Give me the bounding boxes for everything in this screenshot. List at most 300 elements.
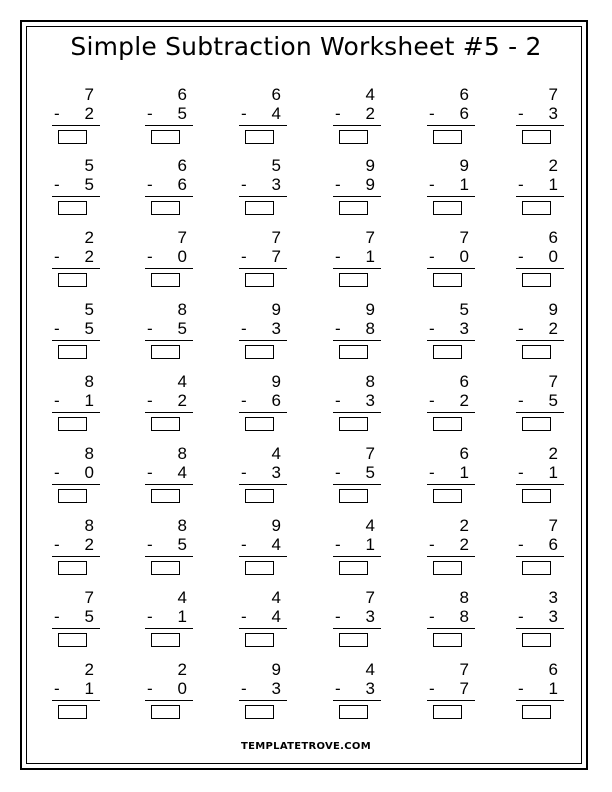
subtrahend: 9 <box>365 175 375 194</box>
minuend: 6 <box>459 85 469 104</box>
answer-box[interactable] <box>339 130 368 144</box>
answer-line <box>239 484 287 485</box>
minuend: 8 <box>84 444 94 463</box>
minus-sign: - <box>147 391 153 410</box>
answer-box[interactable] <box>522 633 551 647</box>
problem <box>516 157 564 215</box>
minus-sign: - <box>429 104 435 123</box>
minuend: 9 <box>271 516 281 535</box>
answer-line <box>239 628 287 629</box>
minuend: 7 <box>177 228 187 247</box>
answer-line <box>145 484 193 485</box>
subtrahend: 2 <box>84 535 94 554</box>
subtrahend: 1 <box>177 607 187 626</box>
subtrahend: 5 <box>177 535 187 554</box>
minuend: 7 <box>548 85 558 104</box>
subtrahend: 3 <box>365 679 375 698</box>
minus-sign: - <box>54 679 60 698</box>
subtrahend: 1 <box>84 679 94 698</box>
answer-box[interactable] <box>433 417 462 431</box>
minus-sign: - <box>335 175 341 194</box>
answer-box[interactable] <box>433 130 462 144</box>
minuend: 8 <box>84 372 94 391</box>
minus-sign: - <box>518 463 524 482</box>
minuend: 2 <box>84 228 94 247</box>
problem <box>427 301 475 359</box>
answer-box[interactable] <box>339 561 368 575</box>
minuend: 4 <box>365 516 375 535</box>
problem <box>52 589 100 647</box>
problem <box>145 301 193 359</box>
answer-box[interactable] <box>245 201 274 215</box>
subtrahend: 3 <box>271 175 281 194</box>
answer-line <box>333 125 381 126</box>
minus-sign: - <box>147 535 153 554</box>
minuend: 9 <box>365 156 375 175</box>
answer-line <box>52 340 100 341</box>
minus-sign: - <box>335 104 341 123</box>
minus-sign: - <box>54 535 60 554</box>
minus-sign: - <box>335 535 341 554</box>
minus-sign: - <box>429 175 435 194</box>
minuend: 6 <box>548 660 558 679</box>
problem <box>145 445 193 503</box>
problem <box>516 373 564 431</box>
problem <box>145 517 193 575</box>
problem <box>427 157 475 215</box>
answer-box[interactable] <box>151 561 180 575</box>
problem <box>427 373 475 431</box>
subtrahend: 1 <box>459 175 469 194</box>
minus-sign: - <box>241 463 247 482</box>
answer-box[interactable] <box>245 633 274 647</box>
subtrahend: 1 <box>548 679 558 698</box>
minus-sign: - <box>429 247 435 266</box>
minus-sign: - <box>147 679 153 698</box>
minuend: 7 <box>365 588 375 607</box>
subtrahend: 3 <box>271 463 281 482</box>
subtrahend: 1 <box>84 391 94 410</box>
minuend: 9 <box>459 156 469 175</box>
answer-box[interactable] <box>58 561 87 575</box>
subtrahend: 5 <box>84 175 94 194</box>
answer-line <box>52 196 100 197</box>
minuend: 2 <box>84 660 94 679</box>
problem <box>516 589 564 647</box>
subtrahend: 5 <box>177 104 187 123</box>
answer-box[interactable] <box>245 705 274 719</box>
answer-line <box>427 340 475 341</box>
problem <box>52 157 100 215</box>
subtrahend: 8 <box>365 319 375 338</box>
minus-sign: - <box>429 319 435 338</box>
answer-box[interactable] <box>58 633 87 647</box>
minuend: 6 <box>459 372 469 391</box>
minuend: 8 <box>459 588 469 607</box>
minuend: 6 <box>271 85 281 104</box>
answer-box[interactable] <box>58 201 87 215</box>
answer-box[interactable] <box>522 417 551 431</box>
problem <box>145 661 193 719</box>
subtrahend: 6 <box>271 391 281 410</box>
minuend: 8 <box>365 372 375 391</box>
answer-line <box>427 125 475 126</box>
answer-box[interactable] <box>58 705 87 719</box>
answer-box[interactable] <box>339 345 368 359</box>
answer-box[interactable] <box>339 417 368 431</box>
answer-line <box>333 412 381 413</box>
answer-line <box>145 125 193 126</box>
subtrahend: 0 <box>84 463 94 482</box>
answer-box[interactable] <box>339 489 368 503</box>
problem <box>333 301 381 359</box>
answer-box[interactable] <box>433 273 462 287</box>
problem <box>427 445 475 503</box>
minuend: 7 <box>365 444 375 463</box>
minus-sign: - <box>429 535 435 554</box>
problem <box>239 661 287 719</box>
answer-line <box>52 412 100 413</box>
minuend: 2 <box>459 516 469 535</box>
answer-line <box>145 628 193 629</box>
subtrahend: 7 <box>459 679 469 698</box>
subtrahend: 2 <box>459 535 469 554</box>
answer-line <box>145 268 193 269</box>
answer-box[interactable] <box>339 705 368 719</box>
minuend: 8 <box>177 444 187 463</box>
subtrahend: 3 <box>548 104 558 123</box>
minuend: 9 <box>271 300 281 319</box>
subtrahend: 5 <box>177 319 187 338</box>
answer-box[interactable] <box>151 417 180 431</box>
answer-box[interactable] <box>58 345 87 359</box>
answer-line <box>52 268 100 269</box>
problem <box>516 445 564 503</box>
subtrahend: 4 <box>271 607 281 626</box>
answer-box[interactable] <box>522 273 551 287</box>
minus-sign: - <box>54 319 60 338</box>
minuend: 7 <box>548 372 558 391</box>
minuend: 6 <box>548 228 558 247</box>
minus-sign: - <box>54 247 60 266</box>
minus-sign: - <box>241 247 247 266</box>
answer-box[interactable] <box>433 345 462 359</box>
minuend: 8 <box>84 516 94 535</box>
problem <box>52 661 100 719</box>
answer-line <box>52 628 100 629</box>
problem <box>239 445 287 503</box>
minus-sign: - <box>518 607 524 626</box>
answer-line <box>516 268 564 269</box>
problem <box>516 301 564 359</box>
answer-box[interactable] <box>522 130 551 144</box>
answer-box[interactable] <box>245 561 274 575</box>
subtrahend: 6 <box>177 175 187 194</box>
answer-box[interactable] <box>245 130 274 144</box>
minus-sign: - <box>54 607 60 626</box>
answer-line <box>427 700 475 701</box>
answer-box[interactable] <box>151 201 180 215</box>
minuend: 9 <box>271 372 281 391</box>
problem <box>52 86 100 144</box>
answer-line <box>239 412 287 413</box>
problem <box>239 589 287 647</box>
minuend: 2 <box>548 156 558 175</box>
answer-line <box>52 556 100 557</box>
minuend: 2 <box>548 444 558 463</box>
subtrahend: 8 <box>459 607 469 626</box>
subtrahend: 1 <box>548 463 558 482</box>
minus-sign: - <box>147 607 153 626</box>
minus-sign: - <box>335 679 341 698</box>
problem <box>52 517 100 575</box>
problem <box>239 86 287 144</box>
minus-sign: - <box>429 463 435 482</box>
subtrahend: 2 <box>84 247 94 266</box>
answer-box[interactable] <box>433 705 462 719</box>
answer-line <box>145 196 193 197</box>
answer-line <box>516 484 564 485</box>
problem <box>145 589 193 647</box>
minuend: 2 <box>177 660 187 679</box>
minus-sign: - <box>54 175 60 194</box>
minus-sign: - <box>518 391 524 410</box>
minuend: 9 <box>271 660 281 679</box>
minus-sign: - <box>335 391 341 410</box>
subtrahend: 3 <box>459 319 469 338</box>
minuend: 9 <box>365 300 375 319</box>
subtrahend: 4 <box>271 104 281 123</box>
answer-line <box>516 412 564 413</box>
minus-sign: - <box>54 463 60 482</box>
subtrahend: 1 <box>459 463 469 482</box>
minuend: 8 <box>177 300 187 319</box>
minuend: 7 <box>84 85 94 104</box>
minuend: 4 <box>177 588 187 607</box>
answer-box[interactable] <box>433 201 462 215</box>
minus-sign: - <box>241 535 247 554</box>
answer-box[interactable] <box>522 561 551 575</box>
minuend: 7 <box>459 660 469 679</box>
answer-line <box>145 700 193 701</box>
minuend: 7 <box>459 228 469 247</box>
subtrahend: 1 <box>365 535 375 554</box>
minuend: 5 <box>459 300 469 319</box>
answer-line <box>239 268 287 269</box>
answer-line <box>427 412 475 413</box>
answer-box[interactable] <box>58 489 87 503</box>
answer-box[interactable] <box>339 633 368 647</box>
answer-box[interactable] <box>433 633 462 647</box>
minus-sign: - <box>241 319 247 338</box>
problem <box>333 661 381 719</box>
minus-sign: - <box>335 319 341 338</box>
answer-line <box>145 340 193 341</box>
minus-sign: - <box>241 391 247 410</box>
minuend: 6 <box>177 85 187 104</box>
answer-box[interactable] <box>151 489 180 503</box>
subtrahend: 1 <box>365 247 375 266</box>
subtrahend: 5 <box>84 607 94 626</box>
minus-sign: - <box>241 679 247 698</box>
answer-line <box>427 628 475 629</box>
answer-line <box>239 556 287 557</box>
footer-brand: TEMPLATETROVE.COM <box>241 741 371 752</box>
minuend: 7 <box>548 516 558 535</box>
problem <box>52 445 100 503</box>
answer-line <box>427 484 475 485</box>
answer-box[interactable] <box>522 489 551 503</box>
answer-box[interactable] <box>522 705 551 719</box>
subtrahend: 0 <box>177 247 187 266</box>
minus-sign: - <box>429 607 435 626</box>
problem <box>239 373 287 431</box>
subtrahend: 5 <box>84 319 94 338</box>
subtrahend: 3 <box>365 391 375 410</box>
problem <box>427 589 475 647</box>
answer-box[interactable] <box>151 273 180 287</box>
subtrahend: 4 <box>177 463 187 482</box>
answer-box[interactable] <box>151 345 180 359</box>
answer-box[interactable] <box>245 417 274 431</box>
answer-line <box>333 700 381 701</box>
answer-line <box>239 196 287 197</box>
answer-line <box>145 556 193 557</box>
minus-sign: - <box>241 607 247 626</box>
minuend: 4 <box>271 588 281 607</box>
problem <box>333 157 381 215</box>
answer-line <box>145 412 193 413</box>
subtrahend: 0 <box>177 679 187 698</box>
minus-sign: - <box>518 175 524 194</box>
answer-box[interactable] <box>339 201 368 215</box>
subtrahend: 5 <box>365 463 375 482</box>
problem <box>333 517 381 575</box>
answer-line <box>333 268 381 269</box>
problem <box>239 301 287 359</box>
answer-line <box>516 125 564 126</box>
minus-sign: - <box>518 319 524 338</box>
answer-line <box>239 340 287 341</box>
subtrahend: 3 <box>548 607 558 626</box>
problem <box>333 589 381 647</box>
answer-box[interactable] <box>151 130 180 144</box>
minuend: 4 <box>271 444 281 463</box>
answer-box[interactable] <box>245 273 274 287</box>
problem <box>239 229 287 287</box>
subtrahend: 0 <box>548 247 558 266</box>
minus-sign: - <box>518 104 524 123</box>
problem <box>516 229 564 287</box>
subtrahend: 4 <box>271 535 281 554</box>
answer-line <box>52 125 100 126</box>
answer-box[interactable] <box>245 489 274 503</box>
minuend: 7 <box>84 588 94 607</box>
answer-box[interactable] <box>433 561 462 575</box>
minuend: 3 <box>548 588 558 607</box>
subtrahend: 2 <box>84 104 94 123</box>
minus-sign: - <box>429 679 435 698</box>
problem <box>52 301 100 359</box>
minuend: 6 <box>177 156 187 175</box>
minuend: 4 <box>365 85 375 104</box>
answer-line <box>333 340 381 341</box>
answer-box[interactable] <box>58 130 87 144</box>
minus-sign: - <box>518 535 524 554</box>
answer-line <box>333 196 381 197</box>
answer-box[interactable] <box>151 633 180 647</box>
answer-line <box>516 700 564 701</box>
minus-sign: - <box>335 247 341 266</box>
minus-sign: - <box>54 391 60 410</box>
minuend: 8 <box>177 516 187 535</box>
subtrahend: 0 <box>459 247 469 266</box>
problem <box>333 445 381 503</box>
minuend: 6 <box>459 444 469 463</box>
minuend: 5 <box>271 156 281 175</box>
answer-line <box>333 628 381 629</box>
answer-line <box>239 700 287 701</box>
answer-line <box>333 556 381 557</box>
answer-line <box>516 556 564 557</box>
problem <box>145 229 193 287</box>
answer-box[interactable] <box>245 345 274 359</box>
problem <box>145 373 193 431</box>
answer-box[interactable] <box>522 345 551 359</box>
minus-sign: - <box>429 391 435 410</box>
problem <box>516 86 564 144</box>
answer-box[interactable] <box>58 273 87 287</box>
answer-box[interactable] <box>433 489 462 503</box>
subtrahend: 6 <box>548 535 558 554</box>
answer-line <box>333 484 381 485</box>
problem <box>516 661 564 719</box>
problem <box>145 86 193 144</box>
answer-box[interactable] <box>522 201 551 215</box>
minuend: 4 <box>177 372 187 391</box>
subtrahend: 3 <box>365 607 375 626</box>
minuend: 5 <box>84 300 94 319</box>
problem <box>333 86 381 144</box>
answer-line <box>516 340 564 341</box>
minus-sign: - <box>147 175 153 194</box>
answer-box[interactable] <box>339 273 368 287</box>
subtrahend: 7 <box>271 247 281 266</box>
answer-line <box>52 484 100 485</box>
problem <box>239 517 287 575</box>
problem <box>427 517 475 575</box>
problem <box>427 661 475 719</box>
answer-box[interactable] <box>58 417 87 431</box>
minus-sign: - <box>241 175 247 194</box>
problem <box>427 229 475 287</box>
subtrahend: 2 <box>365 104 375 123</box>
problem <box>427 86 475 144</box>
subtrahend: 5 <box>548 391 558 410</box>
answer-line <box>52 700 100 701</box>
problem <box>52 229 100 287</box>
subtrahend: 2 <box>177 391 187 410</box>
problem <box>333 373 381 431</box>
subtrahend: 2 <box>548 319 558 338</box>
subtrahend: 6 <box>459 104 469 123</box>
answer-line <box>427 268 475 269</box>
answer-line <box>516 628 564 629</box>
answer-box[interactable] <box>151 705 180 719</box>
minus-sign: - <box>518 247 524 266</box>
worksheet-title: Simple Subtraction Worksheet #5 - 2 <box>70 32 542 61</box>
problem <box>145 157 193 215</box>
